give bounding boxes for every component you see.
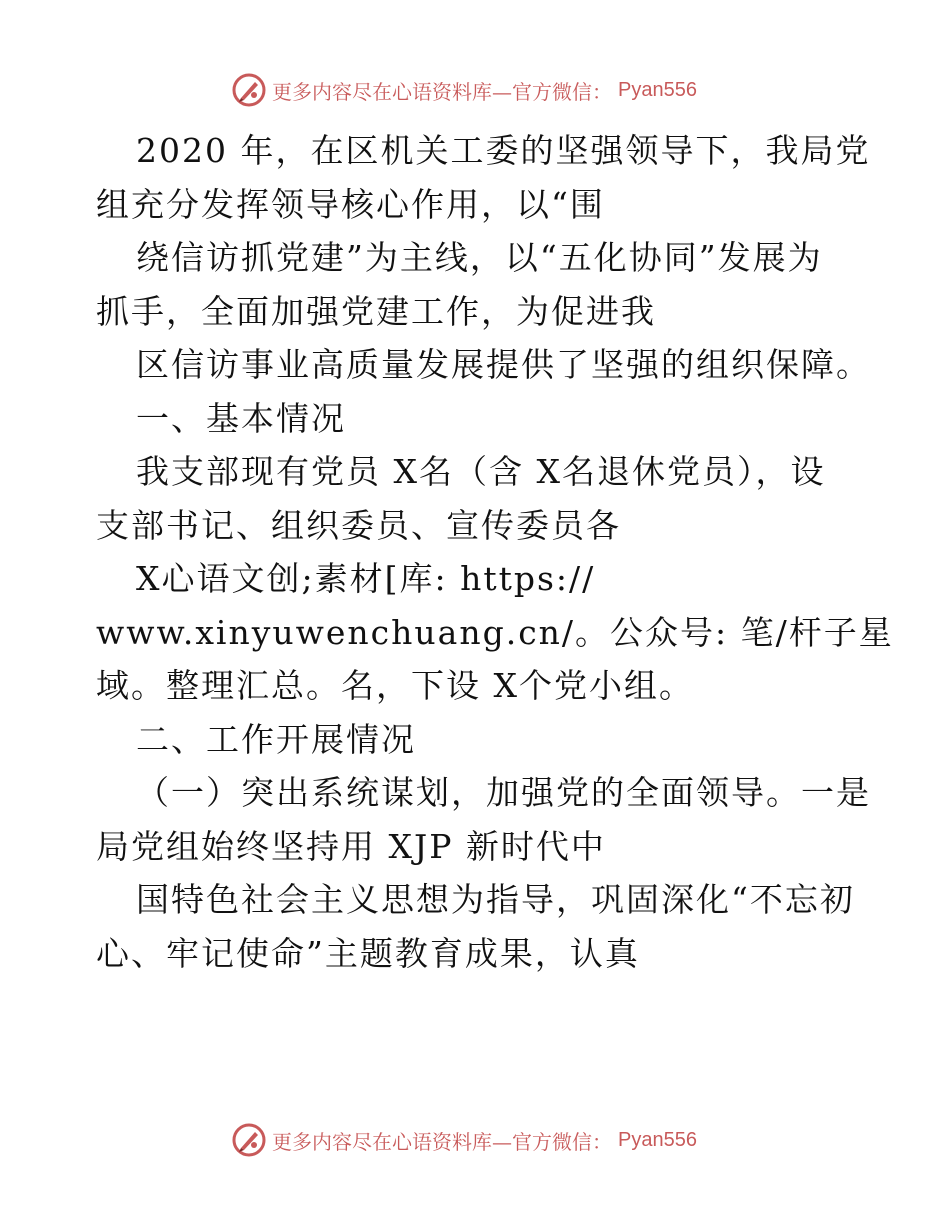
text-line: 绕信访抓党建”为主线，以“五化协同”发展为 (136, 238, 823, 277)
text-line: 2020 年，在区机关工委的坚强领导下，我局党 (136, 131, 871, 170)
text-line: 局党组始终坚持用 XJP 新时代中 (96, 826, 606, 866)
text-line: 国特色社会主义思想为指导，巩固深化“不忘初 (136, 880, 855, 919)
section-heading: 一、基本情况 (136, 398, 346, 438)
text-line: 区信访事业高质量发展提供了坚强的组织保障。 (136, 345, 871, 384)
pen-logo-icon (232, 73, 266, 107)
text-line: 抓手，全面加强党建工作，为促进我 (96, 291, 656, 331)
text-line: 域。整理汇总。名，下设 X个党小组。 (96, 666, 694, 705)
text-line: X心语文创;素材[库: https:// (136, 559, 596, 598)
watermark-wechat-id: Pyan556 (618, 78, 697, 101)
text-line: 我支部现有党员 X名（含 X名退休党员），设 (136, 452, 826, 491)
section-heading: 二、工作开展情况 (136, 719, 416, 759)
watermark-wechat-id: Pyan556 (618, 1128, 697, 1151)
document-body (96, 124, 894, 980)
text-line: 心、牢记使命”主题教育成果，认真 (96, 933, 640, 973)
watermark-text: 更多内容尽在心语资料库—官方微信： (272, 1129, 612, 1154)
pen-logo-icon (232, 1123, 266, 1157)
watermark-text: 更多内容尽在心语资料库—官方微信： (272, 79, 612, 104)
watermark-footer (232, 1122, 697, 1158)
text-line: www.xinyuwenchuang.cn/。公众号: 笔/杆子星 (96, 612, 894, 652)
text-line: （一）突出系统谋划，加强党的全面领导。一是 (136, 773, 871, 812)
text-line: 支部书记、组织委员、宣传委员各 (96, 505, 621, 545)
text-line: 组充分发挥领导核心作用，以“围 (96, 184, 605, 224)
watermark-header (232, 72, 697, 108)
